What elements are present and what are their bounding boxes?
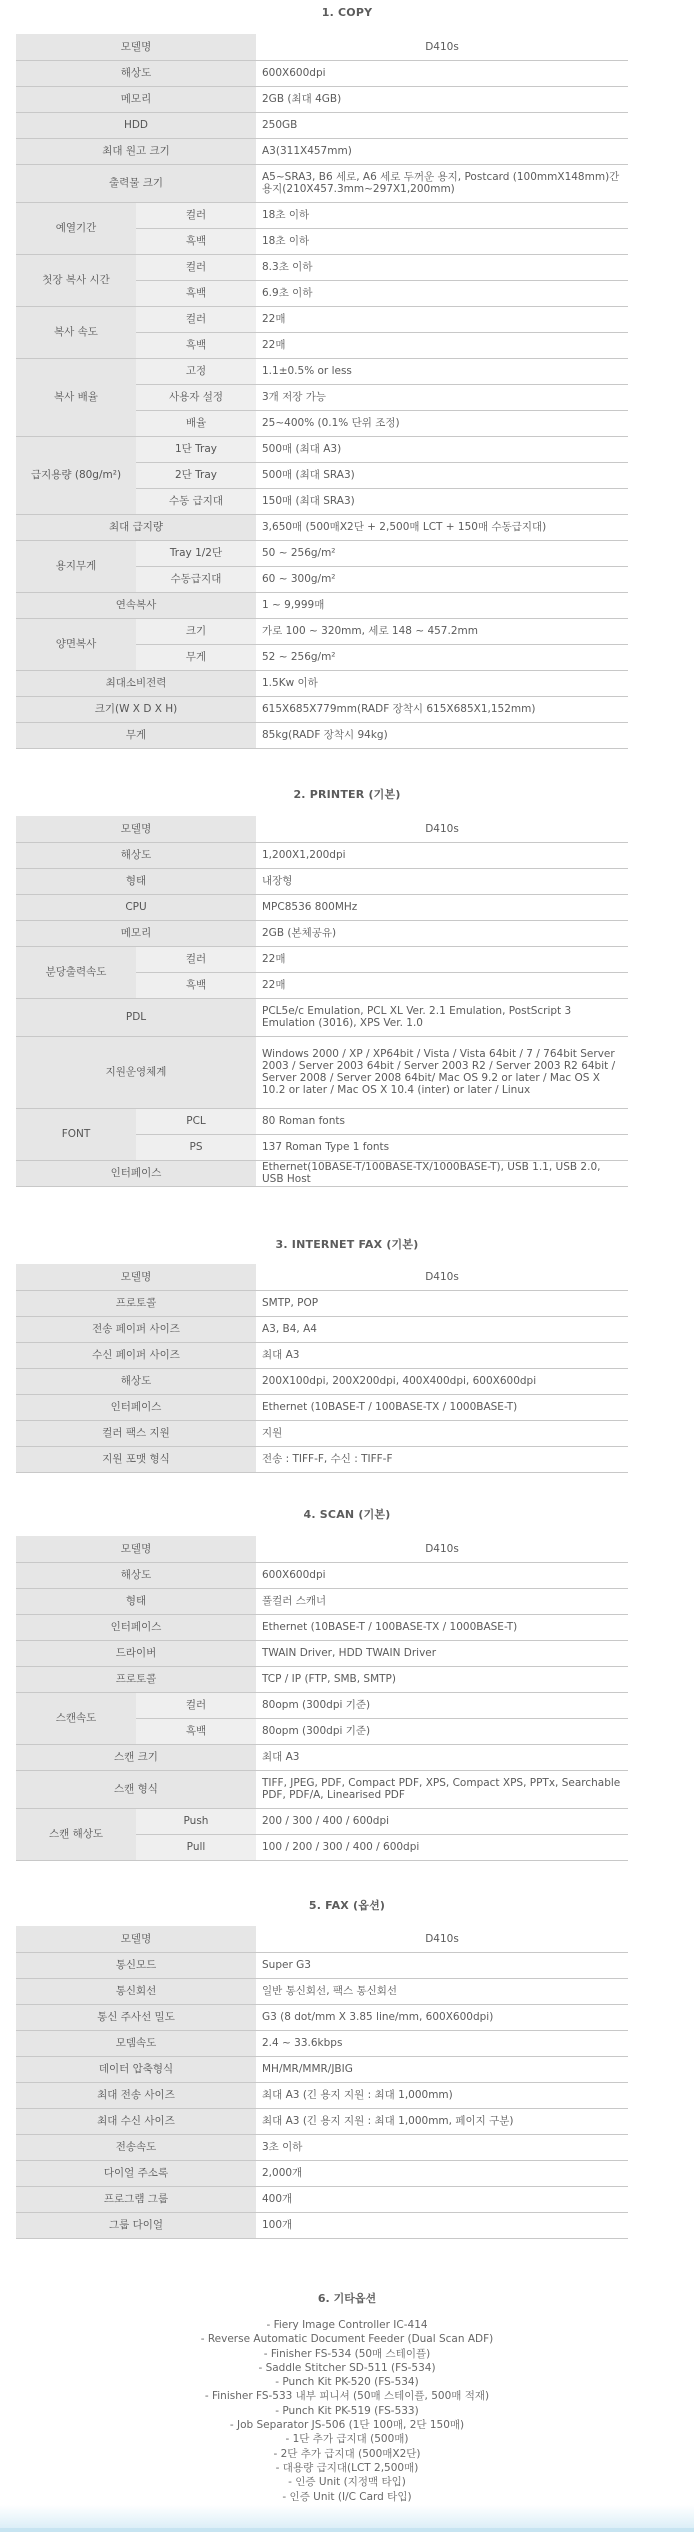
row-value: 3개 저장 가능 xyxy=(256,384,628,410)
row-label: PDL xyxy=(16,998,256,1036)
row-value: 200X100dpi, 200X200dpi, 400X400dpi, 600X600dpi xyxy=(256,1368,628,1394)
row-value: 2GB (최대 4GB) xyxy=(256,86,628,112)
table-row xyxy=(16,1666,628,1692)
row-label: 해상도 xyxy=(16,60,256,86)
row-label: 프로그램 그룹 xyxy=(16,2186,256,2212)
table-row xyxy=(16,1536,628,1562)
row-label: 분당출력속도 xyxy=(16,946,136,998)
table-row xyxy=(16,2108,628,2134)
row-value: MH/MR/MMR/JBIG xyxy=(256,2056,628,2082)
option-item: - 인증 Unit (I/C Card 타입) xyxy=(282,2490,412,2503)
row-sublabel: 흑백 xyxy=(136,972,256,998)
row-value: 100 / 200 / 300 / 400 / 600dpi xyxy=(256,1834,628,1860)
row-value: PCL5e/c Emulation, PCL XL Ver. 2.1 Emulation, PostScript 3 Emulation (3016), XPS Ver. 1.0 xyxy=(256,998,628,1036)
row-label: 모델명 xyxy=(16,34,256,60)
row-label: CPU xyxy=(16,894,256,920)
table-row xyxy=(16,1264,628,1290)
row-sublabel: 컬러 xyxy=(136,946,256,972)
table-row xyxy=(16,1614,628,1640)
table-row xyxy=(16,540,628,566)
row-label: 첫장 복사 시간 xyxy=(16,254,136,306)
row-sublabel: 컬러 xyxy=(136,254,256,280)
row-label: 수신 페이퍼 사이즈 xyxy=(16,1342,256,1368)
row-value: 지원 xyxy=(256,1420,628,1446)
row-value: Windows 2000 / XP / XP64bit / Vista / Vista 64bit / 7 / 764bit Server 2003 / Server 2003 64bit / Server 2003 R2 / Server 2003 R2 64bit / Server 2008 / Server 2008 64bit/ Mac OS 9.2 or later / Mac OS X 10.2 or later / Mac OS X 10.4 (inter) or later / Linux xyxy=(256,1036,628,1108)
row-value: 80 Roman fonts xyxy=(256,1108,628,1134)
row-sublabel: 무게 xyxy=(136,644,256,670)
option-item: - Job Separator JS-506 (1단 100매, 2단 150매) xyxy=(229,2419,465,2432)
row-value: 풀컬러 스캐너 xyxy=(256,1588,628,1614)
copy-spec-table xyxy=(16,34,628,749)
row-label: 최대 원고 크기 xyxy=(16,138,256,164)
row-label: 다이얼 주소록 xyxy=(16,2160,256,2186)
table-row xyxy=(16,514,628,540)
row-label: 해상도 xyxy=(16,842,256,868)
table-row xyxy=(16,696,628,722)
row-label: 전송 페이퍼 사이즈 xyxy=(16,1316,256,1342)
row-value: TIFF, JPEG, PDF, Compact PDF, XPS, Compact XPS, PPTx, Searchable PDF, PDF/A, Linearised PDF xyxy=(256,1770,628,1808)
row-label: 메모리 xyxy=(16,86,256,112)
option-item: - 인증 Unit (지정맥 타입) xyxy=(288,2476,406,2489)
option-item: - Fiery Image Controller IC-414 xyxy=(266,2319,428,2331)
row-sublabel: 흑백 xyxy=(136,228,256,254)
option-item: - 2단 추가 급지대 (500매X2단) xyxy=(273,2447,421,2460)
table-row xyxy=(16,2134,628,2160)
row-label: 스캔 크기 xyxy=(16,1744,256,1770)
row-sublabel: Push xyxy=(136,1808,256,1834)
option-item: - Finisher FS-534 (50매 스테이플) xyxy=(263,2347,431,2360)
row-sublabel: 사용자 설정 xyxy=(136,384,256,410)
row-sublabel: 1단 Tray xyxy=(136,436,256,462)
row-value: 내장형 xyxy=(256,868,628,894)
row-label: 통신회선 xyxy=(16,1978,256,2004)
row-label: 모델명 xyxy=(16,1926,256,1952)
table-row xyxy=(16,2186,628,2212)
row-sublabel: PCL xyxy=(136,1108,256,1134)
table-row xyxy=(16,164,628,202)
row-value: 18초 이하 xyxy=(256,228,628,254)
row-label: 무게 xyxy=(16,722,256,748)
table-row xyxy=(16,202,628,228)
row-value: 100개 xyxy=(256,2212,628,2238)
scan-spec-table xyxy=(16,1536,628,1861)
scan-section-title: 4. SCAN (기본) xyxy=(303,1508,391,1521)
row-label: 통신모드 xyxy=(16,1952,256,1978)
row-sublabel: 컬러 xyxy=(136,306,256,332)
table-row xyxy=(16,1692,628,1718)
table-row xyxy=(16,1394,628,1420)
table-row xyxy=(16,2082,628,2108)
row-sublabel: PS xyxy=(136,1134,256,1160)
table-row xyxy=(16,112,628,138)
row-label: 최대 전송 사이즈 xyxy=(16,2082,256,2108)
row-value: 80opm (300dpi 기준) xyxy=(256,1692,628,1718)
row-sublabel: 2단 Tray xyxy=(136,462,256,488)
row-sublabel: 컬러 xyxy=(136,1692,256,1718)
row-label: 지원 포맷 형식 xyxy=(16,1446,256,1472)
row-label: 급지용량 (80g/m²) xyxy=(16,436,136,514)
row-value: 일반 통신회선, 팩스 통신회선 xyxy=(256,1978,628,2004)
option-item: - Saddle Stitcher SD-511 (FS-534) xyxy=(258,2361,436,2374)
row-sublabel: Tray 1/2단 xyxy=(136,540,256,566)
row-value: 52 ~ 256g/m² xyxy=(256,644,628,670)
table-row xyxy=(16,1744,628,1770)
row-value: 1.1±0.5% or less xyxy=(256,358,628,384)
row-label: 인터페이스 xyxy=(16,1394,256,1420)
row-value: Ethernet (10BASE-T / 100BASE-TX / 1000BASE-T) xyxy=(256,1394,628,1420)
table-row xyxy=(16,1952,628,1978)
row-value: 2.4 ~ 33.6kbps xyxy=(256,2030,628,2056)
row-value: 1,200X1,200dpi xyxy=(256,842,628,868)
table-row xyxy=(16,946,628,972)
row-value: 1 ~ 9,999매 xyxy=(256,592,628,618)
row-label: 스캔 해상도 xyxy=(16,1808,136,1860)
row-label: 스캔 형식 xyxy=(16,1770,256,1808)
row-value: 400개 xyxy=(256,2186,628,2212)
table-row xyxy=(16,592,628,618)
row-value: 최대 A3 (긴 용지 지원 : 최대 1,000mm) xyxy=(256,2082,628,2108)
row-value: 가로 100 ~ 320mm, 세로 148 ~ 457.2mm xyxy=(256,618,628,644)
table-row xyxy=(16,1342,628,1368)
row-value: MPC8536 800MHz xyxy=(256,894,628,920)
model-name: D410s xyxy=(256,816,628,842)
option-item: - Punch Kit PK-519 (FS-533) xyxy=(275,2404,419,2417)
row-label: 모델명 xyxy=(16,1264,256,1290)
row-label: 통신 주사선 밀도 xyxy=(16,2004,256,2030)
options-section-title: 6. 기타옵션 xyxy=(317,2292,377,2305)
row-label: 최대 급지량 xyxy=(16,514,256,540)
model-name: D410s xyxy=(256,1926,628,1952)
table-row xyxy=(16,358,628,384)
row-label: 드라이버 xyxy=(16,1640,256,1666)
model-name: D410s xyxy=(256,1536,628,1562)
option-item: - 1단 추가 급지대 (500매) xyxy=(285,2433,409,2446)
table-row xyxy=(16,1640,628,1666)
table-row xyxy=(16,138,628,164)
table-row xyxy=(16,1108,628,1134)
row-value: 615X685X779mm(RADF 장착시 615X685X1,152mm) xyxy=(256,696,628,722)
internet-fax-spec-table xyxy=(16,1264,628,1473)
table-row xyxy=(16,670,628,696)
table-row xyxy=(16,842,628,868)
row-label: HDD xyxy=(16,112,256,138)
row-label: 프로토콜 xyxy=(16,1666,256,1692)
option-item: - Finisher FS-533 내부 피니셔 (50매 스테이플, 500매 적재) xyxy=(204,2390,490,2403)
row-label: 복사 배율 xyxy=(16,358,136,436)
row-label: 양면복사 xyxy=(16,618,136,670)
row-sublabel: 컬러 xyxy=(136,202,256,228)
row-value: 250GB xyxy=(256,112,628,138)
table-row xyxy=(16,868,628,894)
table-row xyxy=(16,34,628,60)
row-label: 연속복사 xyxy=(16,592,256,618)
fax-spec-table xyxy=(16,1926,628,2239)
row-value: 3,650매 (500매X2단 + 2,500매 LCT + 150매 수동급지대) xyxy=(256,514,628,540)
row-label: FONT xyxy=(16,1108,136,1160)
row-label: 최대 수신 사이즈 xyxy=(16,2108,256,2134)
row-label: 그룹 다이얼 xyxy=(16,2212,256,2238)
row-sublabel: 크기 xyxy=(136,618,256,644)
model-name: D410s xyxy=(256,1264,628,1290)
table-row xyxy=(16,1808,628,1834)
row-value: 137 Roman Type 1 fonts xyxy=(256,1134,628,1160)
row-label: 모델명 xyxy=(16,816,256,842)
row-label: 컬러 팩스 지원 xyxy=(16,1420,256,1446)
bottom-divider xyxy=(0,2528,694,2532)
row-value: 2GB (본체공유) xyxy=(256,920,628,946)
row-value: 8.3초 이하 xyxy=(256,254,628,280)
row-sublabel: 흑백 xyxy=(136,1718,256,1744)
table-row xyxy=(16,1316,628,1342)
row-label: 크기(W X D X H) xyxy=(16,696,256,722)
row-value: 80opm (300dpi 기준) xyxy=(256,1718,628,1744)
row-label: 지원운영체계 xyxy=(16,1036,256,1108)
row-label: 형태 xyxy=(16,1588,256,1614)
row-label: 인터페이스 xyxy=(16,1614,256,1640)
row-value: Super G3 xyxy=(256,1952,628,1978)
row-value: A5~SRA3, B6 세로, A6 세로 두꺼운 용지, Postcard (100mmX148mm)간용지(210X457.3mm~297X1,200mm) xyxy=(256,164,628,202)
printer-spec-table xyxy=(16,816,628,1187)
table-row xyxy=(16,816,628,842)
options-list xyxy=(0,2318,694,2504)
table-row xyxy=(16,1588,628,1614)
table-row xyxy=(16,2030,628,2056)
row-sublabel: 흑백 xyxy=(136,280,256,306)
option-item: - 대용량 급지대(LCT 2,500매) xyxy=(275,2461,419,2474)
row-sublabel: 수동 급지대 xyxy=(136,488,256,514)
row-value: 50 ~ 256g/m² xyxy=(256,540,628,566)
row-value: 60 ~ 300g/m² xyxy=(256,566,628,592)
row-sublabel: Pull xyxy=(136,1834,256,1860)
row-value: A3, B4, A4 xyxy=(256,1316,628,1342)
model-name: D410s xyxy=(256,34,628,60)
row-sublabel: 수동급지대 xyxy=(136,566,256,592)
row-label: 인터페이스 xyxy=(16,1160,256,1186)
table-row xyxy=(16,436,628,462)
row-value: 18초 이하 xyxy=(256,202,628,228)
table-row xyxy=(16,60,628,86)
table-row xyxy=(16,306,628,332)
table-row xyxy=(16,1770,628,1808)
row-value: 2,000개 xyxy=(256,2160,628,2186)
options-section xyxy=(0,2290,694,2504)
row-value: 최대 A3 xyxy=(256,1744,628,1770)
table-row xyxy=(16,86,628,112)
table-row xyxy=(16,1926,628,1952)
row-label: 모뎀속도 xyxy=(16,2030,256,2056)
row-value: TCP / IP (FTP, SMB, SMTP) xyxy=(256,1666,628,1692)
table-row xyxy=(16,1160,628,1186)
row-value: 85kg(RADF 장착시 94kg) xyxy=(256,722,628,748)
row-label: 스캔속도 xyxy=(16,1692,136,1744)
row-value: 22매 xyxy=(256,306,628,332)
table-row xyxy=(16,1978,628,2004)
row-value: G3 (8 dot/mm X 3.85 line/mm, 600X600dpi) xyxy=(256,2004,628,2030)
table-row xyxy=(16,1290,628,1316)
row-label: 출력물 크기 xyxy=(16,164,256,202)
row-label: 복사 속도 xyxy=(16,306,136,358)
row-label: 해상도 xyxy=(16,1368,256,1394)
table-row xyxy=(16,2056,628,2082)
fax-section-title: 5. FAX (옵션) xyxy=(308,1899,386,1912)
row-value: 500매 (최대 A3) xyxy=(256,436,628,462)
row-label: 데이터 압축형식 xyxy=(16,2056,256,2082)
row-value: 1.5Kw 이하 xyxy=(256,670,628,696)
table-row xyxy=(16,2160,628,2186)
table-row xyxy=(16,2004,628,2030)
table-row xyxy=(16,1036,628,1108)
row-sublabel: 배율 xyxy=(136,410,256,436)
table-row xyxy=(16,894,628,920)
row-value: 22매 xyxy=(256,972,628,998)
row-value: 22매 xyxy=(256,332,628,358)
option-item: - Punch Kit PK-520 (FS-534) xyxy=(275,2376,419,2389)
row-label: 메모리 xyxy=(16,920,256,946)
internet-fax-section-title: 3. INTERNET FAX (기본) xyxy=(275,1238,419,1251)
row-value: SMTP, POP xyxy=(256,1290,628,1316)
row-value: 6.9초 이하 xyxy=(256,280,628,306)
table-row xyxy=(16,920,628,946)
option-item: - Reverse Automatic Document Feeder (Dual Scan ADF) xyxy=(200,2333,494,2346)
table-row xyxy=(16,2212,628,2238)
row-value: 22매 xyxy=(256,946,628,972)
table-row xyxy=(16,1420,628,1446)
table-row xyxy=(16,254,628,280)
table-row xyxy=(16,998,628,1036)
row-label: 프로토콜 xyxy=(16,1290,256,1316)
row-label: 최대소비전력 xyxy=(16,670,256,696)
row-value: 3초 이하 xyxy=(256,2134,628,2160)
row-value: TWAIN Driver, HDD TWAIN Driver xyxy=(256,1640,628,1666)
row-value: 500매 (최대 SRA3) xyxy=(256,462,628,488)
row-sublabel: 고정 xyxy=(136,358,256,384)
row-label: 전송속도 xyxy=(16,2134,256,2160)
row-label: 모델명 xyxy=(16,1536,256,1562)
row-value: Ethernet (10BASE-T / 100BASE-TX / 1000BASE-T) xyxy=(256,1614,628,1640)
row-label: 용지무게 xyxy=(16,540,136,592)
row-value: 200 / 300 / 400 / 600dpi xyxy=(256,1808,628,1834)
row-value: A3(311X457mm) xyxy=(256,138,628,164)
row-value: 최대 A3 (긴 용지 지원 : 최대 1,000mm, 페이지 구분) xyxy=(256,2108,628,2134)
row-label: 해상도 xyxy=(16,1562,256,1588)
table-row xyxy=(16,618,628,644)
row-value: 150매 (최대 SRA3) xyxy=(256,488,628,514)
printer-section-title: 2. PRINTER (기본) xyxy=(293,788,401,801)
copy-section-title: 1. COPY xyxy=(321,6,373,19)
row-value: 600X600dpi xyxy=(256,60,628,86)
row-sublabel: 흑백 xyxy=(136,332,256,358)
table-row xyxy=(16,1562,628,1588)
row-value: 전송 : TIFF-F, 수신 : TIFF-F xyxy=(256,1446,628,1472)
table-row xyxy=(16,1368,628,1394)
row-value: 25~400% (0.1% 단위 조정) xyxy=(256,410,628,436)
row-value: 600X600dpi xyxy=(256,1562,628,1588)
row-label: 예열기간 xyxy=(16,202,136,254)
row-value: 최대 A3 xyxy=(256,1342,628,1368)
table-row xyxy=(16,1446,628,1472)
row-label: 형태 xyxy=(16,868,256,894)
table-row xyxy=(16,722,628,748)
row-value: Ethernet(10BASE-T/100BASE-TX/1000BASE-T), USB 1.1, USB 2.0, USB Host xyxy=(256,1160,628,1186)
